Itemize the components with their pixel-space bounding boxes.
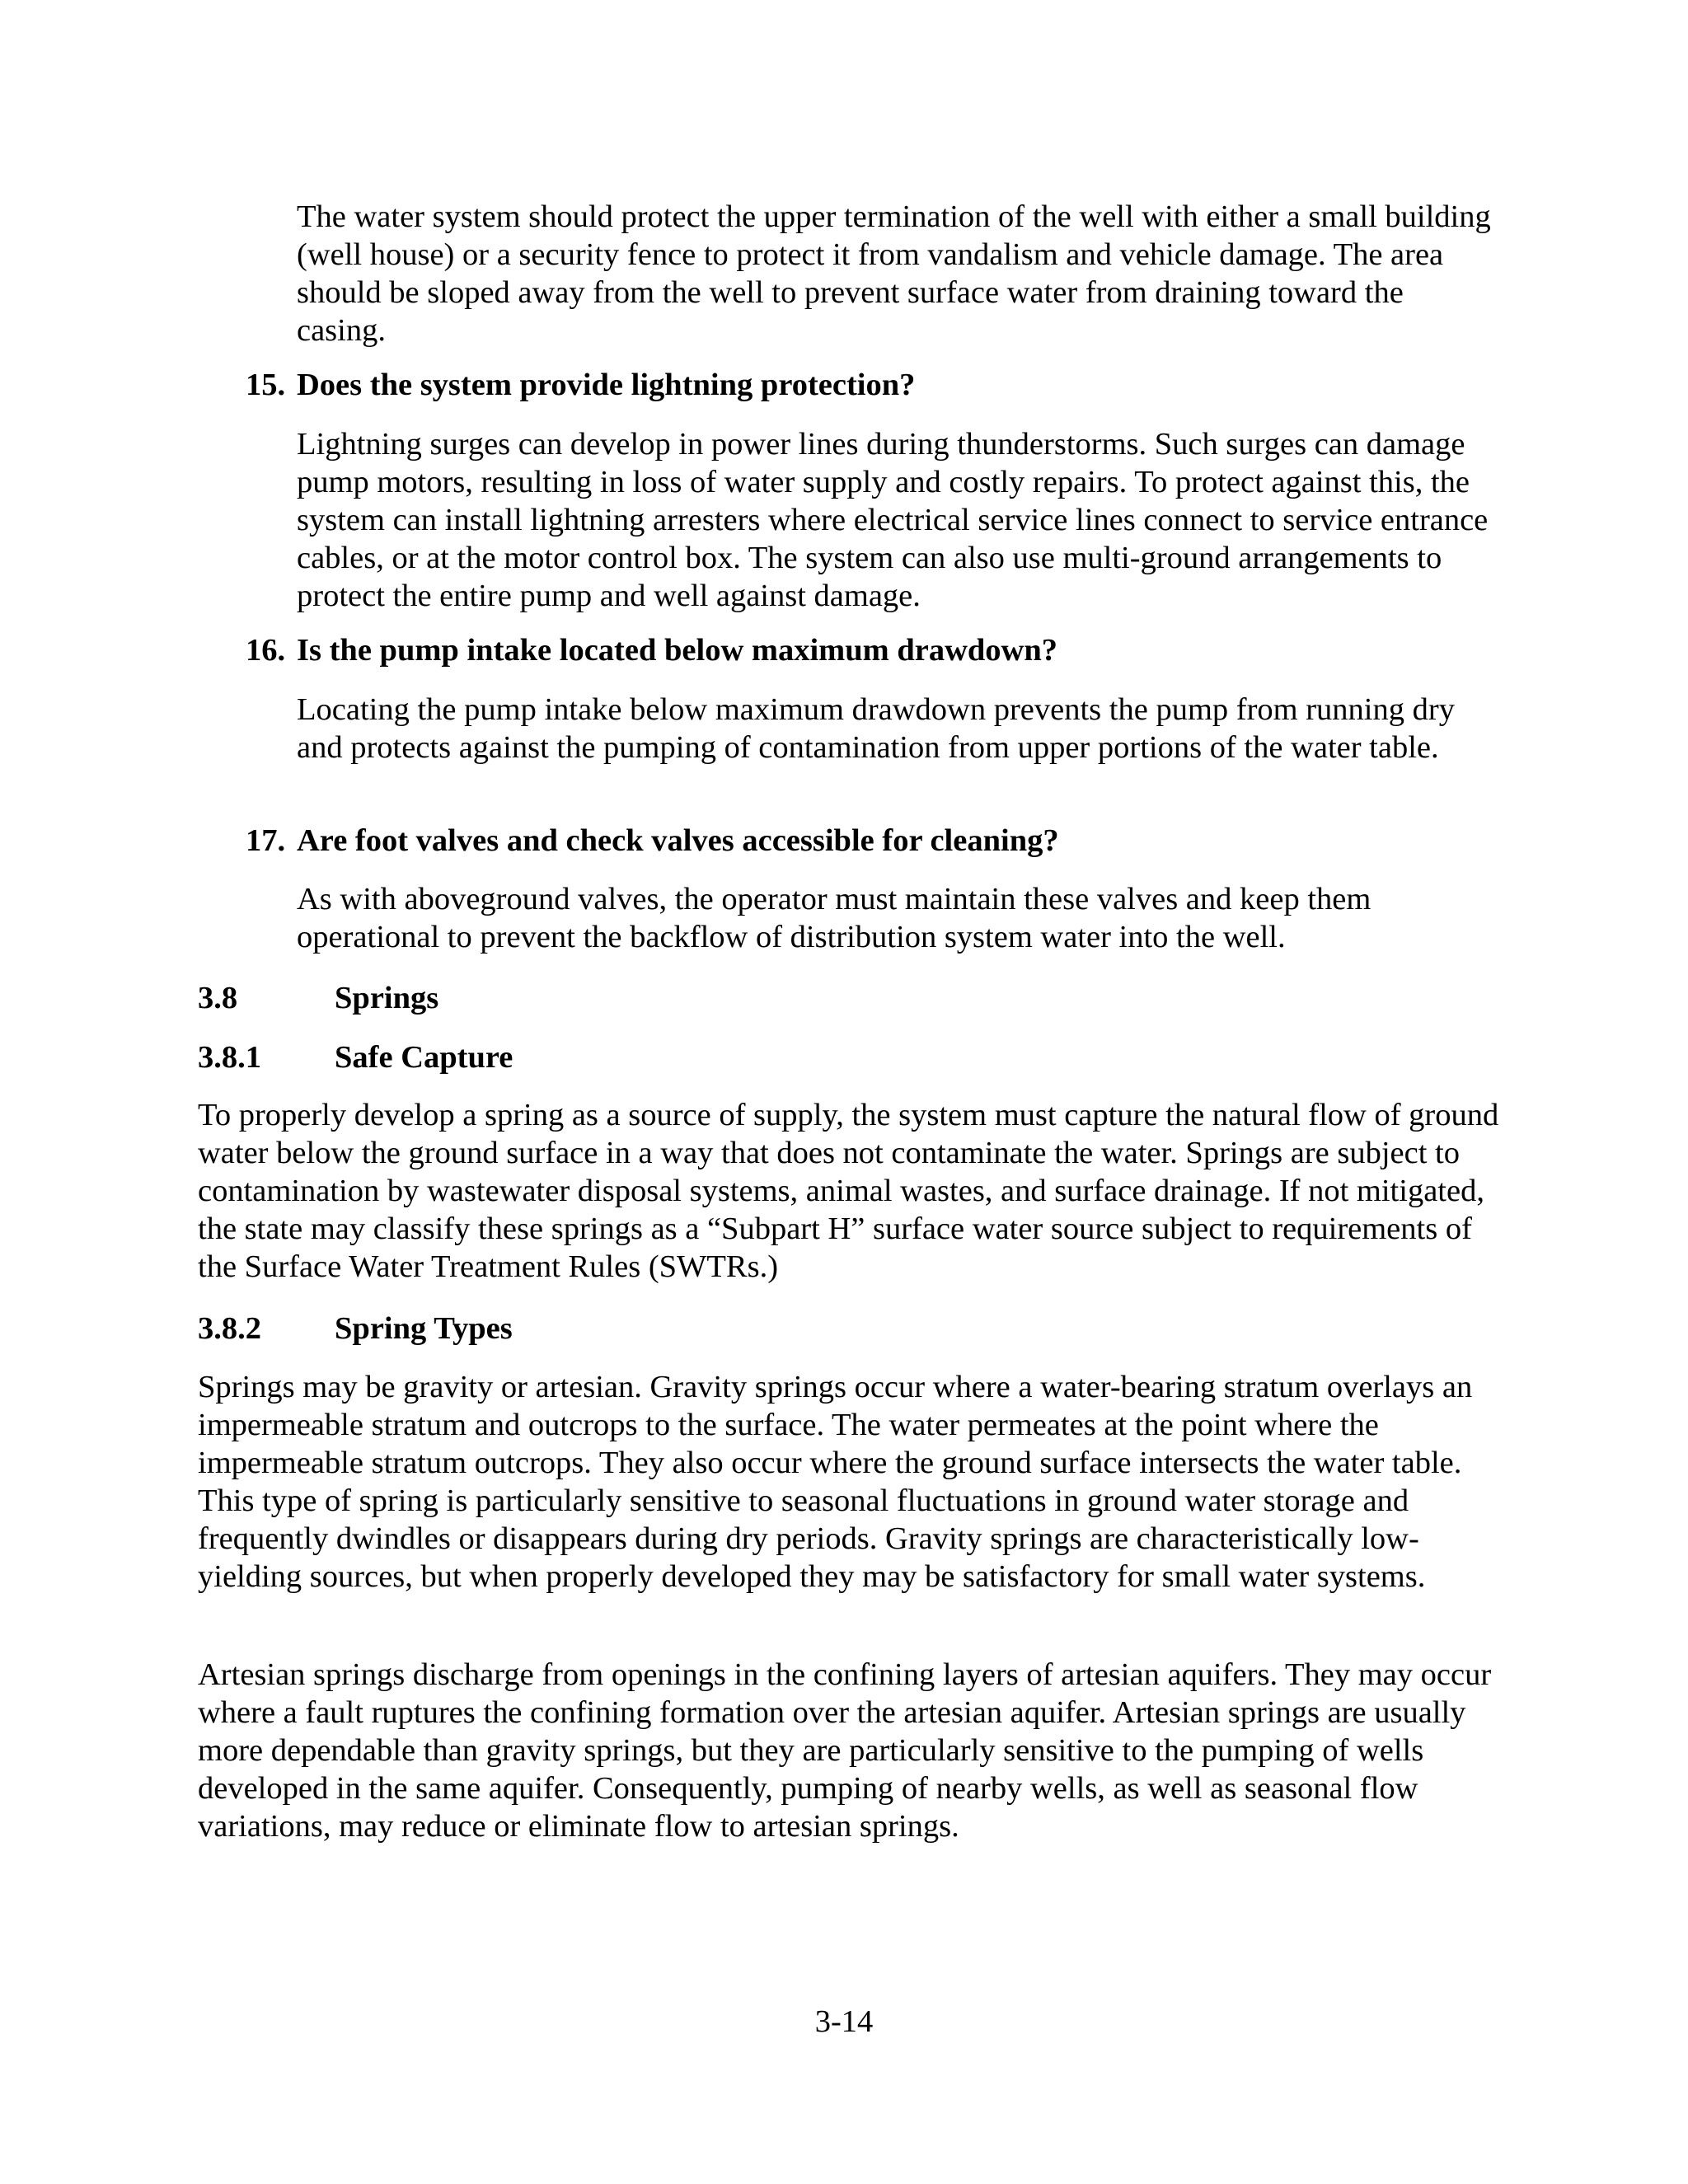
spring-types-paragraph-2: Artesian springs discharge from openings in the confining layers of artesian aquifers. They may occur where a fault ruptures the confining formation over the artesian aquifer. Artesian springs are usually more dependable than gravity springs, but they are particularly sensitive to the pumping of wells developed in the same aquifer. Consequently, pumping of nearby wells, as well as seasonal flow variations, may reduce or eliminate flow to artesian springs. — [198, 1657, 1492, 1844]
question-text: Does the system provide lightning protection? — [297, 368, 916, 402]
section-title: Springs — [335, 981, 439, 1015]
question-text: Is the pump intake located below maximum drawdown? — [297, 633, 1058, 668]
section-number: 3.8.2 — [198, 1311, 261, 1346]
question-number: 16. — [246, 633, 286, 668]
spring-types-paragraph-1: Springs may be gravity or artesian. Gravity springs occur where a water-bearing stratum overlays an impermeable stratum and outcrops to the surface. The water permeates at the point where the impermeable stratum outcrops. They also occur where the ground surface intersects the water table. This type of spring is particularly sensitive to seasonal fluctuations in ground water storage and frequently dwindles or disappears during dry periods. Gravity springs are characteristically low-yielding sources, but when properly developed they may be satisfactory for small water systems. — [198, 1370, 1473, 1594]
section-heading-3-8-2 — [198, 1310, 513, 1347]
question-number: 17. — [246, 823, 286, 858]
answer-16: Locating the pump intake below maximum drawdown prevents the pump from running dry and protects against the pumping of contamination from upper portions of the water table. — [297, 692, 1455, 765]
intro-paragraph: The water system should protect the upper termination of the well with either a small building (well house) or a security fence to protect it from vandalism and vehicle damage. The area should be sloped away from the well to prevent surface water from draining toward the casing. — [297, 199, 1491, 348]
section-title: Spring Types — [335, 1311, 513, 1346]
question-16 — [246, 631, 1498, 669]
question-number: 15. — [246, 368, 286, 402]
section-title: Safe Capture — [335, 1040, 513, 1075]
page-number: 3-14 — [814, 2004, 874, 2039]
safe-capture-paragraph: To properly develop a spring as a source of supply, the system must capture the natural flow of ground water below the ground surface in a way that does not contaminate the water. Springs are subject to contamination by wastewater disposal systems, animal wastes, and surface drainage. If not mitigated, the state may classify these springs as a “Subpart H” surface water source subject to requirements of the Surface Water Treatment Rules (SWTRs.) — [198, 1098, 1499, 1284]
answer-15: Lightning surges can develop in power lines during thunderstorms. Such surges can damage pump motors, resulting in loss of water supply and costly repairs. To protect against this, the system can install lightning arresters where electrical service lines connect to service entrance cables, or at the motor control box. The system can also use multi-ground arrangements to protect the entire pump and well against damage. — [297, 427, 1489, 613]
answer-17: As with aboveground valves, the operator must maintain these valves and keep them operational to prevent the backflow of distribution system water into the well. — [297, 882, 1372, 954]
section-heading-3-8 — [198, 979, 438, 1017]
section-heading-3-8-1 — [198, 1038, 513, 1076]
section-number: 3.8 — [198, 981, 238, 1015]
question-text: Are foot valves and check valves accessible for cleaning? — [297, 823, 1059, 858]
question-15 — [246, 366, 1498, 404]
question-17 — [246, 822, 1498, 860]
section-number: 3.8.1 — [198, 1040, 261, 1075]
